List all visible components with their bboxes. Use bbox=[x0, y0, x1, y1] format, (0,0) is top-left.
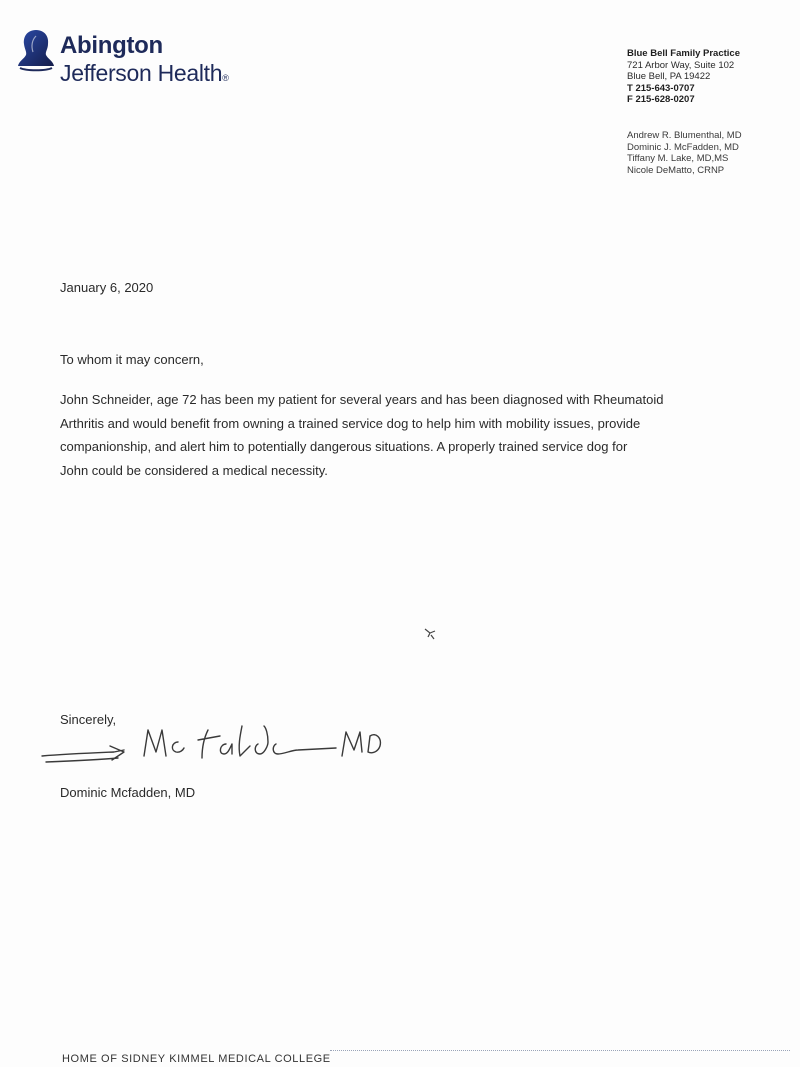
registered-mark: ® bbox=[222, 73, 229, 83]
physician-name: Andrew R. Blumenthal, MD bbox=[627, 130, 742, 141]
physician-name: Dominic J. McFadden, MD bbox=[627, 141, 739, 153]
practice-address-line2: Blue Bell, PA 19422 bbox=[627, 71, 711, 82]
footer-text: HOME OF SIDNEY KIMMEL MEDICAL COLLEGE bbox=[62, 1053, 331, 1065]
letter-closing: Sincerely, bbox=[60, 712, 117, 727]
abington-jefferson-logo bbox=[16, 28, 229, 85]
physician-name: Tiffany M. Lake, MD,MS bbox=[627, 153, 729, 164]
physician-name: Nicole DeMatto, CRNP bbox=[627, 164, 725, 176]
practice-address-line1: 721 Arbor Way, Suite 102 bbox=[627, 59, 735, 71]
body-line: companionship, and alert him to potentially dangerous situations. A properly trained service dog for bbox=[60, 439, 628, 454]
abington-silhouette-icon bbox=[16, 28, 56, 74]
footer-divider bbox=[330, 1050, 790, 1051]
body-line: John could be considered a medical necessity. bbox=[60, 462, 328, 478]
physician-list bbox=[627, 130, 742, 176]
logo-subtitle bbox=[60, 62, 229, 85]
letter-body bbox=[60, 388, 740, 482]
practice-name: Blue Bell Family Practice bbox=[627, 48, 740, 59]
practice-info bbox=[627, 48, 740, 106]
letter-date: January 6, 2020 bbox=[60, 280, 154, 295]
signer-name: Dominic Mcfadden, MD bbox=[60, 785, 196, 800]
logo-subtitle-text: Jefferson Health bbox=[60, 60, 223, 86]
letter-salutation: To whom it may concern, bbox=[60, 352, 204, 367]
pen-mark bbox=[422, 626, 440, 642]
body-line: John Schneider, age 72 has been my patient for several years and has been diagnosed with Rheumatoid bbox=[60, 392, 664, 407]
handwritten-signature bbox=[36, 716, 386, 776]
practice-fax: F 215-628-0207 bbox=[627, 94, 695, 105]
logo-title: Abington bbox=[60, 32, 163, 59]
practice-phone: T 215-643-0707 bbox=[627, 82, 695, 94]
body-line: Arthritis and would benefit from owning a trained service dog to help him with mobility issues, provide bbox=[60, 415, 641, 431]
